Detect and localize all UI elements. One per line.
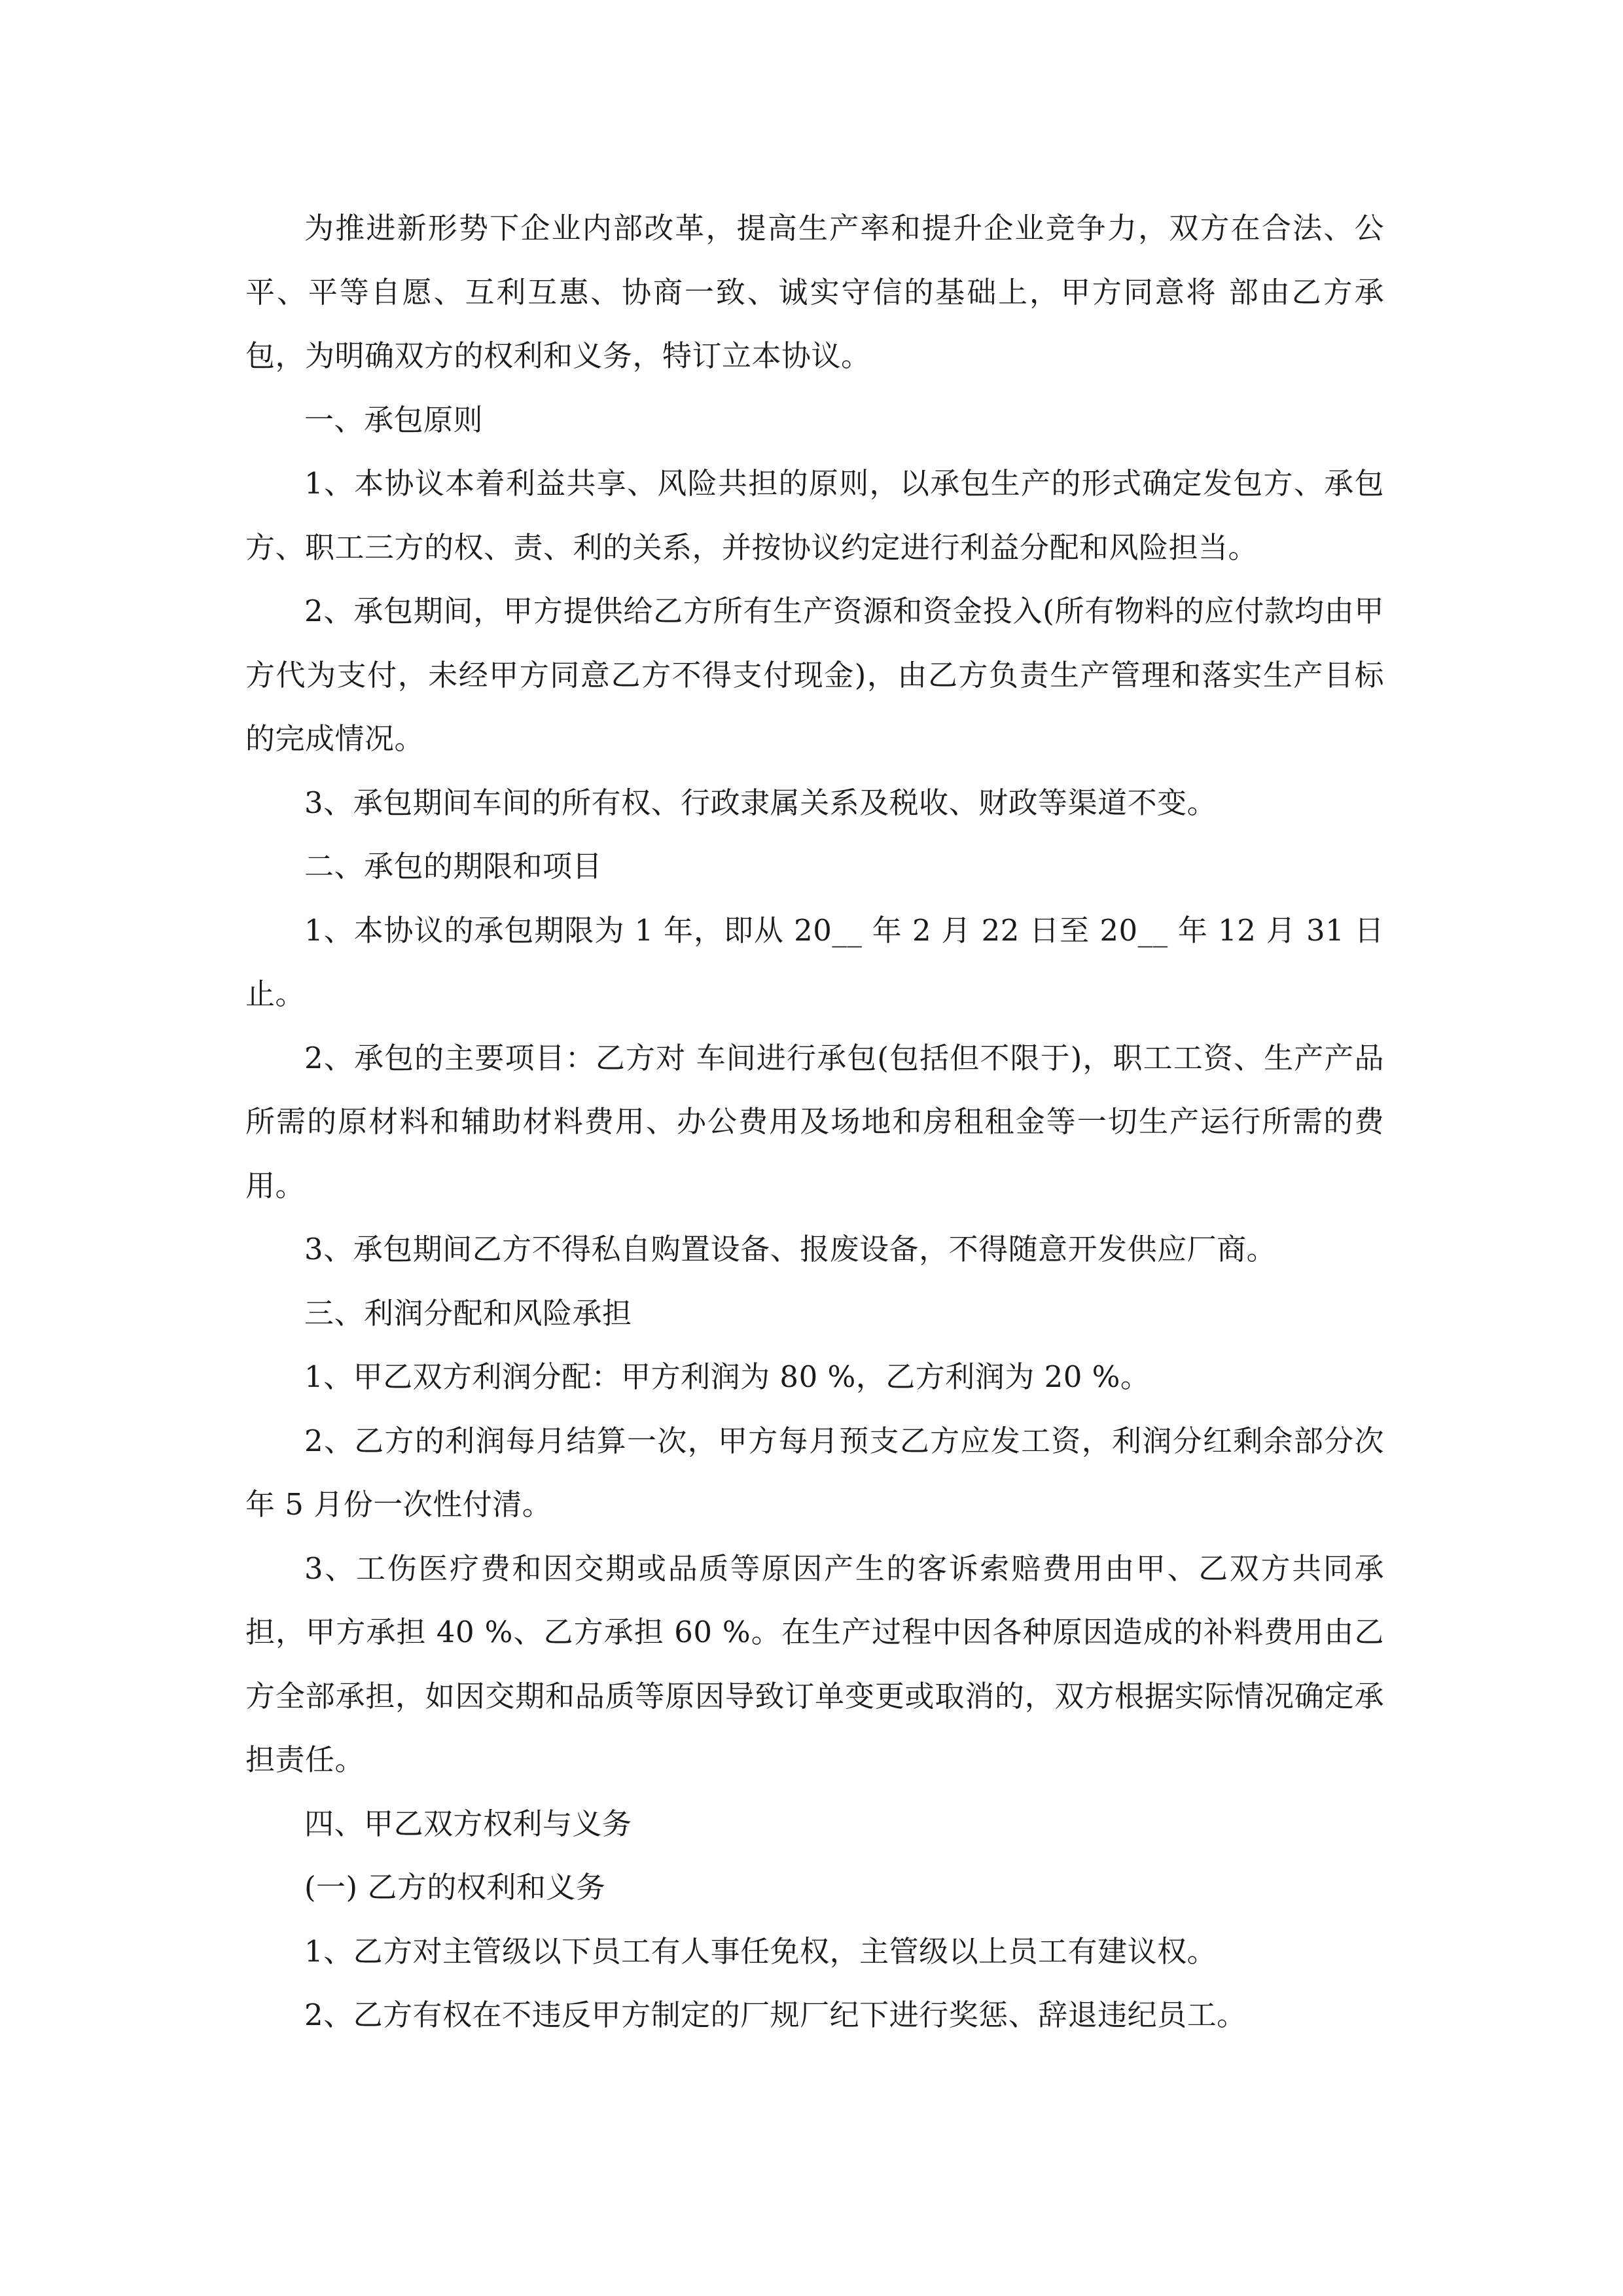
clause-paragraph: 2、乙方的利润每月结算一次，甲方每月预支乙方应发工资，利润分红剩余部分次年 5 月份一次性付清。	[245, 1423, 1384, 1522]
intro-paragraph: 为推进新形势下企业内部改革，提高生产率和提升企业竞争力，双方在合法、公平、平等自愿、互利互惠、协商一致、诚实守信的基础上，甲方同意将 部由乙方承包，为明确双方的权利和义务，特订立本协议。	[245, 211, 1384, 373]
clause-paragraph: 1、本协议本着利益共享、风险共担的原则，以承包生产的形式确定发包方、承包方、职工三方的权、责、利的关系，并按协议约定进行利益分配和风险担当。	[245, 466, 1384, 565]
clause-paragraph: 2、承包期间，甲方提供给乙方所有生产资源和资金投入(所有物料的应付款均由甲方代为支付，未经甲方同意乙方不得支付现金)，由乙方负责生产管理和落实生产目标的完成情况。	[245, 594, 1384, 756]
section-heading-3: 三、利润分配和风险承担	[304, 1295, 632, 1331]
subsection-heading: (一) 乙方的权利和义务	[304, 1870, 606, 1905]
section-heading-4: 四、甲乙双方权利与义务	[304, 1806, 632, 1841]
clause-paragraph: 2、乙方有权在不违反甲方制定的厂规厂纪下进行奖惩、辞退违纪员工。	[304, 1998, 1247, 2032]
clause-paragraph: 2、承包的主要项目：乙方对 车间进行承包(包括但不限于)，职工工资、生产产品所需的原材料和辅助材料费用、办公费用及场地和房租租金等一切生产运行所需的费用。	[245, 1040, 1384, 1203]
clause-paragraph: 3、工伤医疗费和因交期或品质等原因产生的客诉索赔费用由甲、乙双方共同承担，甲方承担 40 %、乙方承担 60 %。在生产过程中因各种原因造成的补料费用由乙方全部承担，如因交期和品质等原因导致订单变更或取消的，双方根据实际情况确定承担责任。	[245, 1551, 1384, 1777]
section-heading-1: 一、承包原则	[304, 402, 484, 437]
clause-paragraph: 1、本协议的承包期限为 1 年，即从 20__ 年 2 月 22 日至 20__ 年 12 月 31 日止。	[245, 912, 1384, 1011]
document-body	[245, 196, 1384, 2047]
clause-paragraph: 3、承包期间车间的所有权、行政隶属关系及税收、财政等渠道不变。	[304, 785, 1217, 820]
clause-paragraph: 3、承包期间乙方不得私自购置设备、报废设备，不得随意开发供应厂商。	[304, 1232, 1277, 1266]
section-heading-2: 二、承包的期限和项目	[304, 849, 603, 884]
clause-paragraph: 1、乙方对主管级以下员工有人事任免权，主管级以上员工有建议权。	[304, 1933, 1217, 1969]
clause-paragraph: 1、甲乙双方利润分配：甲方利润为 80 %，乙方利润为 20 %。	[304, 1359, 1150, 1394]
